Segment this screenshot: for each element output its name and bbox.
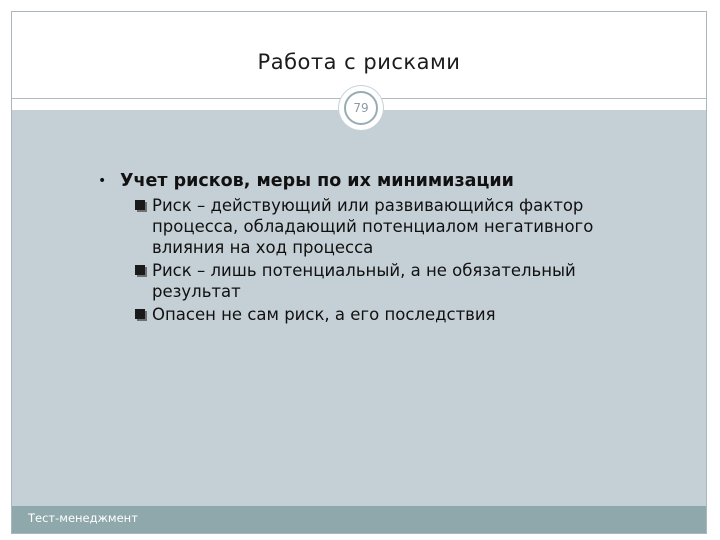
page-number: 79 [344,91,378,125]
sub-bullet-text: Риск – лишь потенциальный, а не обязательный результат [152,261,576,301]
page-number-badge [339,86,383,130]
sub-bullet-text: Опасен не сам риск, а его последствия [152,305,496,324]
bullet-dot-icon: • [98,173,107,189]
sub-bullet-item [133,260,656,302]
sub-bullet-item [133,195,656,258]
sub-bullet-text: Риск – действующий или развивающийся фактор процесса, обладающий потенциалом негативного влияния на ход процесса [152,196,594,257]
slide-title: Работа с рисками [257,50,461,74]
sub-bullet-list [96,195,656,325]
sub-bullet-item [133,304,656,325]
checkbox-square-icon [135,200,145,210]
checkbox-square-icon [135,265,145,275]
main-bullet [96,170,656,192]
footer-text: Тест-менеджмент [28,511,138,525]
checkbox-square-icon [135,309,145,319]
bullet-list [96,170,656,327]
footer-bar [12,506,706,533]
main-bullet-text: Учет рисков, меры по их минимизации [120,171,514,191]
